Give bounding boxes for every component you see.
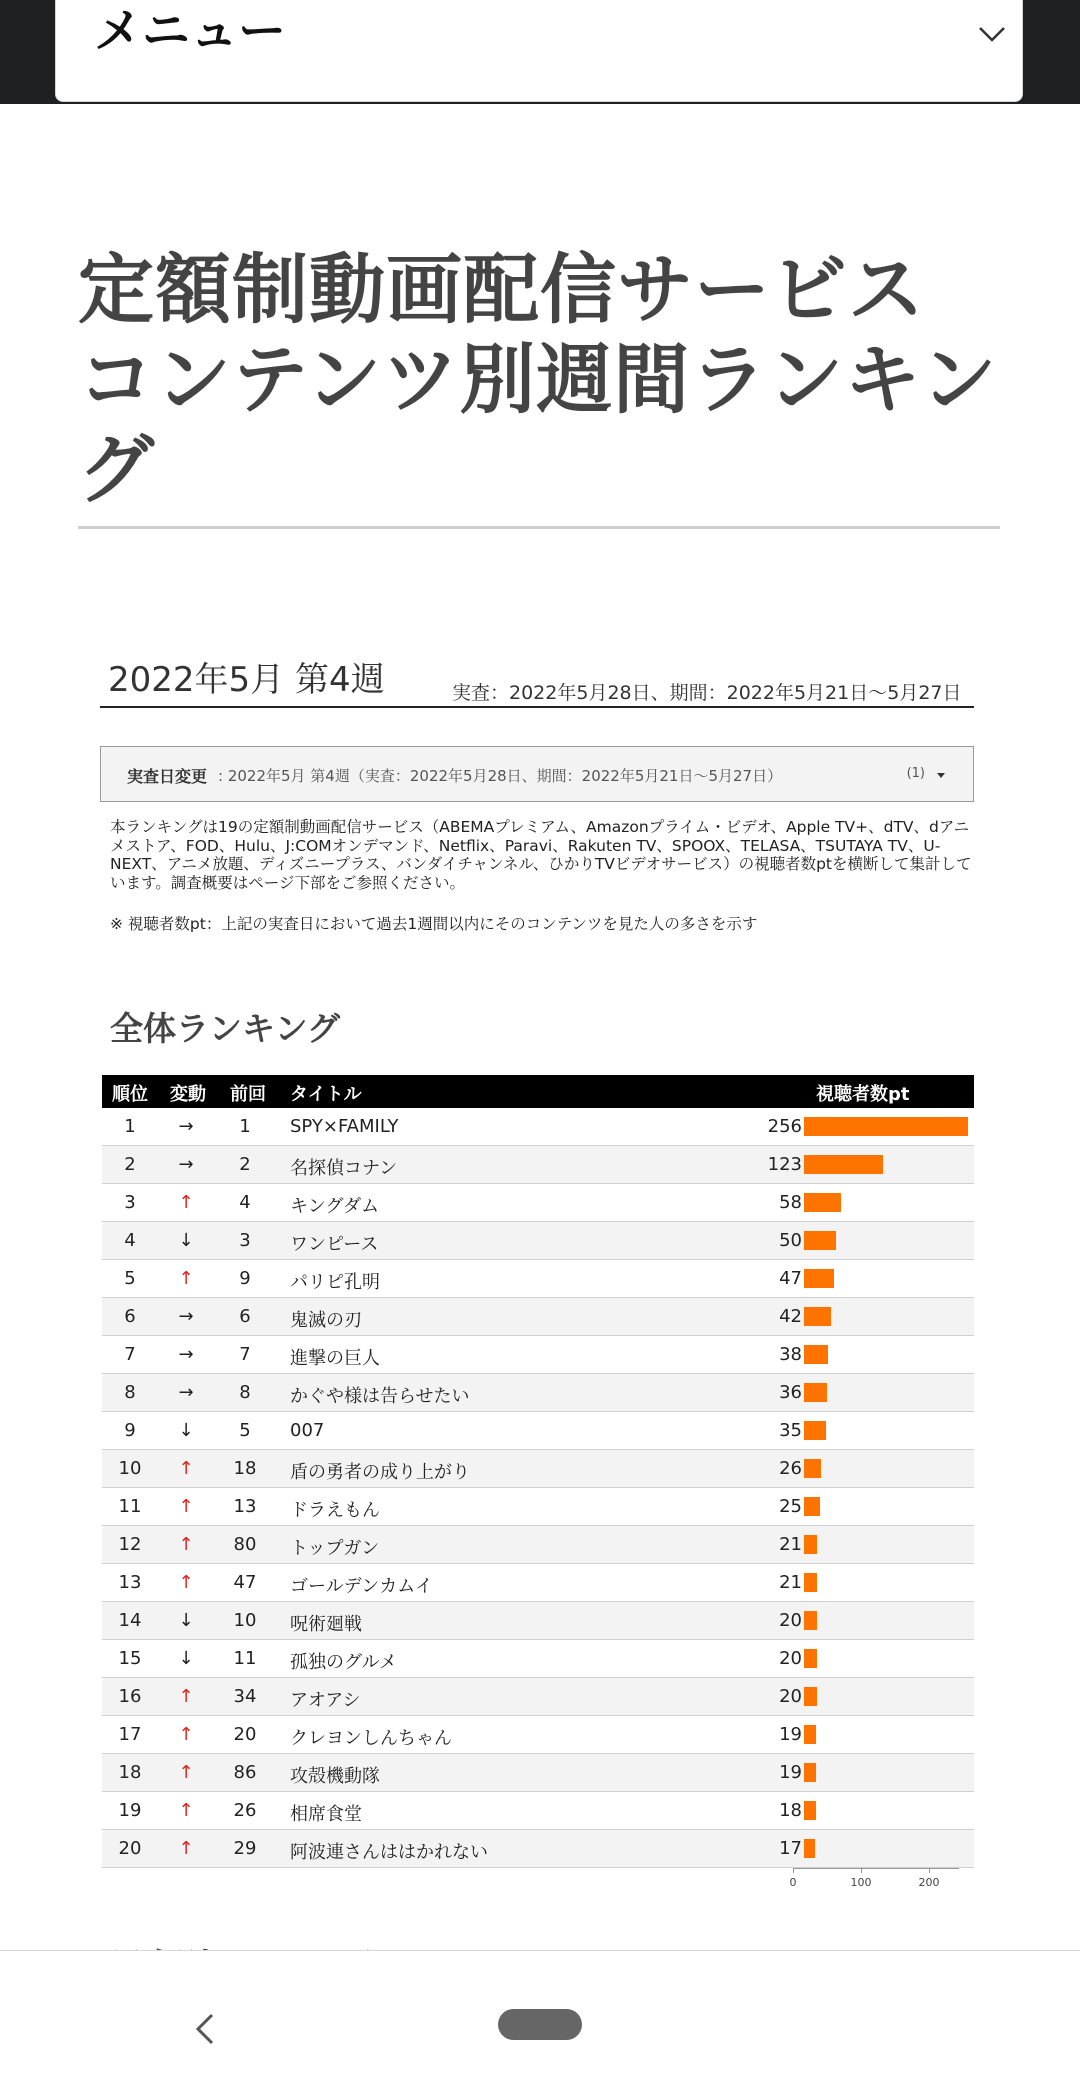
prev-rank-cell: 4 — [239, 1192, 251, 1213]
points-bar — [804, 1535, 817, 1554]
points-bar — [804, 1383, 827, 1402]
ranking-description: 本ランキングは19の定額制動画配信サービス（ABEMAプレミアム、Amazonプライム・ビデオ、Apple TV+、dTV、dアニメストア、FOD、Hulu、J:COMオンデマンド、Netflix、Paravi、Rakuten TV、SPOOX、TELASA、TSUTAYA TV、U-NEXT、アニメ放題、ディズニープラス、バンダイチャンネル、ひかりTVビデオサービス）の視聴者数ptを横断して集計しています。調査概要はページ下部をご参照ください。 — [110, 818, 972, 892]
title-cell: アオアシ — [290, 1690, 361, 1711]
points-bar — [804, 1345, 828, 1364]
title-cell: 相席食堂 — [290, 1804, 362, 1825]
move-arrow: → — [178, 1116, 194, 1137]
rank-cell: 7 — [124, 1344, 136, 1365]
prev-rank-cell: 10 — [233, 1610, 257, 1631]
header-prev: 前回 — [230, 1084, 266, 1105]
prev-rank-cell: 26 — [233, 1800, 257, 1821]
points-bar — [804, 1725, 816, 1744]
menu-dropdown[interactable] — [55, 0, 1023, 102]
title-cell: 孤独のグルメ — [290, 1652, 397, 1673]
points-bar — [804, 1231, 836, 1250]
rank-cell: 2 — [124, 1154, 136, 1175]
move-arrow: ↓ — [178, 1648, 194, 1669]
title-cell: ワンピース — [290, 1234, 379, 1255]
menu-label: メニュー — [94, 3, 287, 59]
points-bar — [804, 1649, 817, 1668]
date-change-label: 実査日変更 — [127, 767, 208, 786]
prev-rank-cell: 1 — [239, 1116, 251, 1137]
table-row — [102, 1146, 974, 1184]
move-arrow: ↑ — [178, 1572, 194, 1593]
title-cell: 名探偵コナン — [290, 1158, 398, 1179]
move-arrow: ↑ — [178, 1192, 194, 1213]
prev-rank-cell: 20 — [233, 1724, 257, 1745]
points-bar — [804, 1269, 834, 1288]
date-change-count: (1) — [906, 766, 925, 781]
points-cell: 21 — [779, 1534, 802, 1555]
table-row — [102, 1108, 974, 1146]
title-cell: ゴールデンカムイ — [290, 1576, 433, 1597]
points-cell: 20 — [779, 1686, 802, 1707]
move-arrow: ↑ — [178, 1458, 194, 1479]
points-bar — [804, 1573, 817, 1592]
rank-cell: 19 — [118, 1800, 142, 1821]
title-cell: 鬼滅の刃 — [290, 1310, 362, 1331]
rank-cell: 1 — [124, 1116, 136, 1137]
table-row — [102, 1526, 974, 1564]
table-row — [102, 1564, 974, 1602]
rank-cell: 5 — [124, 1268, 136, 1289]
points-cell: 256 — [767, 1116, 802, 1137]
prev-rank-cell: 3 — [239, 1230, 251, 1251]
caret-down-icon — [937, 773, 945, 778]
header-rank: 順位 — [112, 1084, 148, 1105]
points-bar — [804, 1155, 883, 1174]
table-row — [102, 1412, 974, 1450]
axis-tick — [861, 1868, 862, 1873]
points-cell: 18 — [779, 1800, 802, 1821]
prev-rank-cell: 86 — [233, 1762, 257, 1783]
prev-rank-cell: 29 — [233, 1838, 257, 1859]
table-row — [102, 1754, 974, 1792]
prev-rank-cell: 6 — [239, 1306, 251, 1327]
table-row — [102, 1792, 974, 1830]
table-row — [102, 1488, 974, 1526]
table-header — [102, 1075, 974, 1108]
move-arrow: ↓ — [178, 1230, 194, 1251]
week-meta: 実査：2022年5月28日、期間：2022年5月21日〜5月27日 — [452, 682, 962, 704]
bar-axis — [790, 1868, 980, 1898]
week-divider — [100, 706, 974, 708]
rank-cell: 17 — [118, 1724, 142, 1745]
title-cell: 呪術廻戦 — [290, 1614, 362, 1635]
move-arrow: ↑ — [178, 1724, 194, 1745]
title-cell: パリピ孔明 — [290, 1272, 380, 1293]
points-cell: 21 — [779, 1572, 802, 1593]
move-arrow: → — [178, 1306, 194, 1327]
points-cell: 17 — [779, 1838, 802, 1859]
week-title: 2022年5月 第4週 — [108, 660, 385, 700]
rank-cell: 6 — [124, 1306, 136, 1327]
title-cell: トップガン — [290, 1538, 380, 1559]
move-arrow: ↓ — [178, 1420, 194, 1441]
table-row — [102, 1716, 974, 1754]
points-cell: 25 — [779, 1496, 802, 1517]
points-cell: 38 — [779, 1344, 802, 1365]
points-bar — [804, 1763, 816, 1782]
move-arrow: ↓ — [178, 1610, 194, 1631]
prev-rank-cell: 2 — [239, 1154, 251, 1175]
prev-rank-cell: 13 — [233, 1496, 257, 1517]
ranking-table — [102, 1075, 974, 1868]
title-cell: キングダム — [290, 1196, 380, 1217]
table-row — [102, 1450, 974, 1488]
points-bar — [804, 1611, 817, 1630]
table-row — [102, 1678, 974, 1716]
points-cell: 20 — [779, 1648, 802, 1669]
axis-label: 100 — [850, 1876, 872, 1889]
points-bar — [804, 1307, 831, 1326]
points-cell: 19 — [779, 1724, 802, 1745]
axis-label: 200 — [918, 1876, 940, 1889]
page-title: 定額制動画配信サービス コンテンツ別週間ランキング — [78, 245, 998, 514]
points-cell: 19 — [779, 1762, 802, 1783]
points-bar — [804, 1193, 841, 1212]
prev-rank-cell: 8 — [239, 1382, 251, 1403]
rank-cell: 13 — [118, 1572, 142, 1593]
points-note: ※ 視聴者数pt：上記の実査日において過去1週間以内にそのコンテンツを見た人の多さを示す — [110, 915, 758, 933]
home-pill[interactable] — [498, 2009, 582, 2040]
table-row — [102, 1222, 974, 1260]
date-change-select[interactable] — [100, 746, 974, 802]
title-cell: 進撃の巨人 — [290, 1348, 380, 1369]
rank-cell: 14 — [118, 1610, 142, 1631]
table-row — [102, 1336, 974, 1374]
table-row — [102, 1640, 974, 1678]
rank-cell: 18 — [118, 1762, 142, 1783]
prev-rank-cell: 18 — [233, 1458, 257, 1479]
move-arrow: → — [178, 1154, 194, 1175]
move-arrow: → — [178, 1382, 194, 1403]
points-bar — [804, 1839, 815, 1858]
title-cell: 攻殻機動隊 — [290, 1766, 380, 1787]
points-bar — [804, 1117, 968, 1136]
title-divider — [78, 526, 1000, 529]
header-move: 変動 — [170, 1084, 206, 1105]
move-arrow: ↑ — [178, 1686, 194, 1707]
move-arrow: ↑ — [178, 1762, 194, 1783]
table-body — [102, 1108, 974, 1868]
title-cell: クレヨンしんちゃん — [290, 1728, 452, 1749]
table-row — [102, 1602, 974, 1640]
prev-rank-cell: 47 — [233, 1572, 257, 1593]
title-cell: ドラえもん — [290, 1500, 380, 1521]
rank-cell: 8 — [124, 1382, 136, 1403]
rank-cell: 3 — [124, 1192, 136, 1213]
move-arrow: ↑ — [178, 1800, 194, 1821]
points-cell: 123 — [767, 1154, 802, 1175]
axis-tick — [793, 1868, 794, 1873]
points-cell: 47 — [779, 1268, 802, 1289]
points-cell: 58 — [779, 1192, 802, 1213]
table-row — [102, 1374, 974, 1412]
points-cell: 36 — [779, 1382, 802, 1403]
points-cell: 20 — [779, 1610, 802, 1631]
title-cell: SPY×FAMILY — [290, 1116, 399, 1137]
move-arrow: ↑ — [178, 1534, 194, 1555]
points-bar — [804, 1497, 820, 1516]
axis-label: 0 — [789, 1876, 797, 1889]
points-bar — [804, 1801, 816, 1820]
chevron-down-icon[interactable] — [972, 14, 1012, 54]
points-cell: 42 — [779, 1306, 802, 1327]
rank-cell: 11 — [118, 1496, 142, 1517]
date-change-value: : 2022年5月 第4週（実査：2022年5月28日、期間：2022年5月21日〜5月27日） — [218, 767, 783, 785]
section-title-overall: 全体ランキング — [110, 1009, 341, 1048]
rank-cell: 16 — [118, 1686, 142, 1707]
prev-rank-cell: 80 — [233, 1534, 257, 1555]
back-icon[interactable] — [190, 2009, 220, 2049]
table-row — [102, 1260, 974, 1298]
system-nav-bar — [0, 1950, 1080, 2093]
points-bar — [804, 1687, 817, 1706]
points-bar — [804, 1459, 821, 1478]
table-row — [102, 1184, 974, 1222]
prev-rank-cell: 9 — [239, 1268, 251, 1289]
rank-cell: 15 — [118, 1648, 142, 1669]
rank-cell: 4 — [124, 1230, 136, 1251]
prev-rank-cell: 7 — [239, 1344, 251, 1365]
move-arrow: ↑ — [178, 1496, 194, 1517]
title-cell: 阿波連さんははかれない — [290, 1842, 488, 1863]
rank-cell: 9 — [124, 1420, 136, 1441]
rank-cell: 10 — [118, 1458, 142, 1479]
title-cell: 007 — [290, 1420, 325, 1441]
title-cell: 盾の勇者の成り上がり — [290, 1462, 470, 1483]
axis-tick — [929, 1868, 930, 1873]
points-cell: 26 — [779, 1458, 802, 1479]
header-title: タイトル — [290, 1084, 362, 1105]
table-row — [102, 1298, 974, 1336]
axis-line — [793, 1868, 959, 1869]
table-row — [102, 1830, 974, 1868]
move-arrow: → — [178, 1344, 194, 1365]
move-arrow: ↑ — [178, 1268, 194, 1289]
prev-rank-cell: 5 — [239, 1420, 251, 1441]
header-points: 視聴者数pt — [816, 1084, 910, 1105]
rank-cell: 12 — [118, 1534, 142, 1555]
points-bar — [804, 1421, 826, 1440]
points-cell: 35 — [779, 1420, 802, 1441]
prev-rank-cell: 34 — [233, 1686, 257, 1707]
move-arrow: ↑ — [178, 1838, 194, 1859]
prev-rank-cell: 11 — [233, 1648, 257, 1669]
rank-cell: 20 — [118, 1838, 142, 1859]
points-cell: 50 — [779, 1230, 802, 1251]
title-cell: かぐや様は告らせたい — [290, 1386, 470, 1407]
